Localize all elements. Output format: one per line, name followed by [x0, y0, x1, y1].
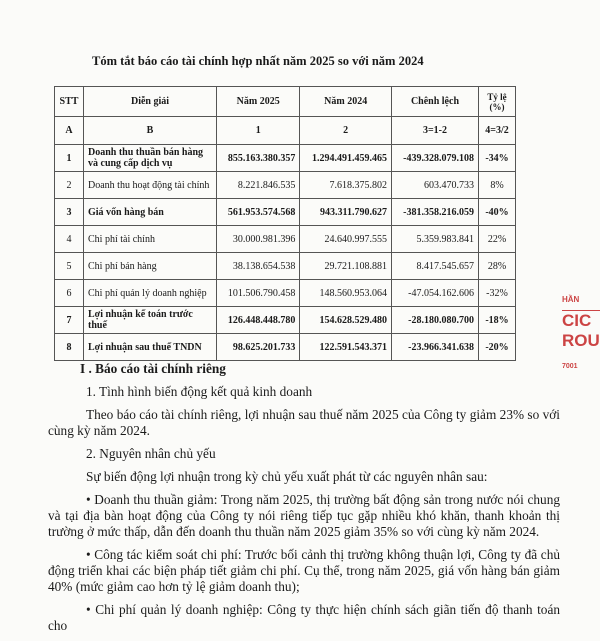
- header-2024: Năm 2024: [300, 87, 392, 117]
- cell-diff: -381.358.216.059: [391, 199, 478, 226]
- cell-pct: 8%: [479, 172, 516, 199]
- index-cell: 2: [300, 117, 392, 145]
- stamp-text: 7001: [562, 363, 578, 370]
- financial-summary-table: [54, 86, 516, 361]
- cell-y2024: 29.721.108.881: [300, 253, 392, 280]
- cell-pct: -40%: [479, 199, 516, 226]
- cell-desc: Doanh thu hoạt động tài chính: [84, 172, 217, 199]
- cell-y2025: 126.448.448.780: [217, 307, 300, 334]
- table-row: [55, 145, 516, 172]
- cell-y2024: 1.294.491.459.465: [300, 145, 392, 172]
- company-stamp: [562, 290, 600, 390]
- stamp-text: HẦN: [562, 290, 600, 311]
- cell-diff: 603.470.733: [391, 172, 478, 199]
- index-cell: A: [55, 117, 84, 145]
- cell-desc: Lợi nhuận kế toán trước thuế: [84, 307, 217, 334]
- table-row: [55, 334, 516, 361]
- document-title: Tóm tắt báo cáo tài chính hợp nhất năm 2025 so với năm 2024: [92, 54, 424, 68]
- subsection-heading: 1. Tình hình biến động kết quả kinh doanh: [86, 384, 313, 399]
- table-row: [55, 253, 516, 280]
- header-description: Diễn giải: [84, 87, 217, 117]
- cell-pct: 22%: [479, 226, 516, 253]
- cell-y2025: 30.000.981.396: [217, 226, 300, 253]
- paragraph: Theo báo cáo tài chính riêng, lợi nhuận sau thuế năm 2025 của Công ty giảm 23% so với cùng kỳ năm 2024.: [48, 407, 560, 438]
- cell-stt: 4: [55, 226, 84, 253]
- header-2025: Năm 2025: [217, 87, 300, 117]
- index-cell: B: [84, 117, 217, 145]
- cell-diff: 8.417.545.657: [391, 253, 478, 280]
- table-row: [55, 226, 516, 253]
- cell-y2024: 154.628.529.480: [300, 307, 392, 334]
- cell-pct: -20%: [479, 334, 516, 361]
- cell-diff: -23.966.341.638: [391, 334, 478, 361]
- header-difference: Chênh lệch: [391, 87, 478, 117]
- cell-diff: 5.359.983.841: [391, 226, 478, 253]
- cell-pct: 28%: [479, 253, 516, 280]
- cell-y2024: 7.618.375.802: [300, 172, 392, 199]
- cell-desc: Chi phí tài chính: [84, 226, 217, 253]
- bullet-paragraph: • Chi phí quản lý doanh nghiệp: Công ty thực hiện chính sách giãn tiến độ thanh toán cho: [48, 602, 560, 633]
- cell-stt: 5: [55, 253, 84, 280]
- index-cell: 3=1-2: [391, 117, 478, 145]
- cell-diff: -47.054.162.606: [391, 280, 478, 307]
- cell-y2024: 24.640.997.555: [300, 226, 392, 253]
- cell-diff: -28.180.080.700: [391, 307, 478, 334]
- cell-pct: -34%: [479, 145, 516, 172]
- table-header-row: [55, 87, 516, 117]
- cell-diff: -439.328.079.108: [391, 145, 478, 172]
- cell-stt: 6: [55, 280, 84, 307]
- cell-y2024: 943.311.790.627: [300, 199, 392, 226]
- subsection-heading: 2. Nguyên nhân chủ yếu: [86, 446, 216, 461]
- bullet-paragraph: • Công tác kiểm soát chi phí: Trước bối cảnh thị trường không thuận lợi, Công ty đã chủ động triển khai các biện pháp tiết giảm chi phí. Cụ thể, trong năm 2025, giá vốn hàng bán giảm 40% (mức giảm cao hơn tỷ lệ giảm doanh thu);: [48, 547, 560, 594]
- index-cell: 1: [217, 117, 300, 145]
- cell-y2025: 98.625.201.733: [217, 334, 300, 361]
- cell-desc: Doanh thu thuần bán hàng và cung cấp dịch vụ: [84, 145, 217, 172]
- cell-y2025: 38.138.654.538: [217, 253, 300, 280]
- cell-desc: Lợi nhuận sau thuế TNDN: [84, 334, 217, 361]
- cell-y2025: 561.953.574.568: [217, 199, 300, 226]
- cell-stt: 3: [55, 199, 84, 226]
- bullet-paragraph: • Doanh thu thuần giảm: Trong năm 2025, thị trường bất động sản trong nước nói chung và tại địa bàn hoạt động của Công ty nói riêng tiếp tục gặp nhiều khó khăn, thanh khoản thị trường ở mức thấp, dẫn đến doanh thu thuần năm 2025 giảm 35% so với cùng kỳ năm 2024.: [48, 492, 560, 539]
- cell-pct: -18%: [479, 307, 516, 334]
- cell-stt: 7: [55, 307, 84, 334]
- cell-desc: Giá vốn hàng bán: [84, 199, 217, 226]
- table-row: [55, 199, 516, 226]
- cell-desc: Chi phí bán hàng: [84, 253, 217, 280]
- header-stt: STT: [55, 87, 84, 117]
- cell-y2024: 122.591.543.371: [300, 334, 392, 361]
- cell-y2024: 148.560.953.064: [300, 280, 392, 307]
- section-heading: I . Báo cáo tài chính riêng: [80, 361, 226, 376]
- paragraph: Sự biến động lợi nhuận trong kỳ chủ yếu xuất phát từ các nguyên nhân sau:: [86, 469, 488, 484]
- body-text: [48, 361, 560, 641]
- stamp-text: CIC: [562, 311, 592, 330]
- cell-stt: 2: [55, 172, 84, 199]
- cell-y2025: 101.506.790.458: [217, 280, 300, 307]
- stamp-text: ROU: [562, 331, 600, 350]
- cell-pct: -32%: [479, 280, 516, 307]
- table-index-row: [55, 117, 516, 145]
- cell-stt: 1: [55, 145, 84, 172]
- table-row: [55, 172, 516, 199]
- header-ratio: Tỷ lệ (%): [479, 87, 516, 117]
- cell-y2025: 8.221.846.535: [217, 172, 300, 199]
- cell-stt: 8: [55, 334, 84, 361]
- cell-desc: Chi phí quản lý doanh nghiệp: [84, 280, 217, 307]
- table-row: [55, 307, 516, 334]
- index-cell: 4=3/2: [479, 117, 516, 145]
- cell-y2025: 855.163.380.357: [217, 145, 300, 172]
- table-row: [55, 280, 516, 307]
